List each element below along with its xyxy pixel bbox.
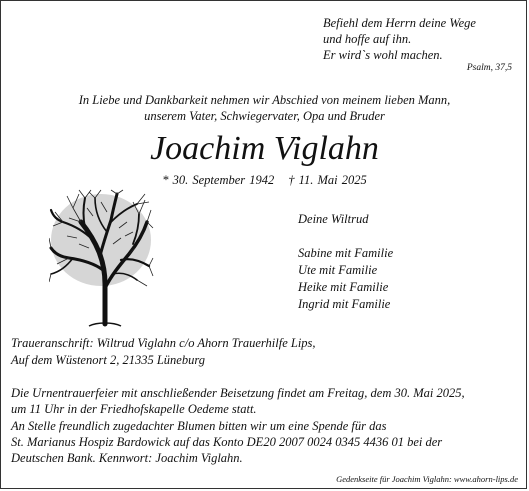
family-signer: Heike mit Familie — [298, 280, 389, 294]
psalm-reference: Psalm, 37,5 — [466, 63, 512, 73]
deceased-name: Joachim Viglahn — [150, 130, 379, 167]
address-line: Auf dem Wüstenort 2, 21335 Lüneburg — [11, 353, 205, 367]
tree-icon — [49, 188, 155, 328]
funeral-service-info — [11, 385, 465, 417]
death-date: † 11. Mai 2025 — [288, 173, 367, 187]
donation-line: Deutschen Bank. Kennwort: Joachim Viglahn. — [11, 451, 243, 465]
psalm-line: und hoffe auf ihn. — [323, 32, 412, 46]
address-line: Traueranschrift: Wiltrud Viglahn c/o Ahorn Trauerhilfe Lips, — [11, 336, 316, 350]
intro-line: In Liebe und Dankbarkeit nehmen wir Abschied von meinem lieben Mann, — [78, 93, 451, 107]
signers-list — [298, 211, 393, 313]
mourning-address — [11, 335, 316, 369]
psalm-line: Befiehl dem Herrn deine Wege — [323, 16, 476, 30]
service-line: Die Urnentrauerfeier mit anschließender Beisetzung findet am Freitag, dem 30. Mai 2025, — [11, 386, 465, 400]
intro-text — [1, 92, 528, 124]
psalm-line: Er wird`s wohl machen. — [323, 48, 443, 62]
life-dates — [1, 173, 528, 188]
birth-date: * 30. September 1942 — [162, 173, 275, 187]
donation-line: An Stelle freundlich zugedachter Blumen bitten wir um eine Spende für das — [11, 419, 387, 433]
spouse-signature: Deine Wiltrud — [298, 212, 369, 226]
donation-request — [11, 418, 442, 466]
service-line: um 11 Uhr in der Friedhofskapelle Oedeme statt. — [11, 402, 257, 416]
family-signer: Sabine mit Familie — [298, 246, 394, 260]
psalm-quote — [323, 15, 476, 63]
intro-line: unserem Vater, Schwiegervater, Opa und Bruder — [144, 109, 385, 123]
family-signer: Ute mit Familie — [298, 263, 378, 277]
family-signer: Ingrid mit Familie — [298, 297, 391, 311]
donation-line: St. Marianus Hospiz Bardowick auf das Konto DE20 2007 0024 0345 4436 01 bei der — [11, 435, 443, 449]
memorial-page-link[interactable]: Gedenkseite für Joachim Viglahn: www.ahorn-lips.de — [336, 474, 518, 484]
